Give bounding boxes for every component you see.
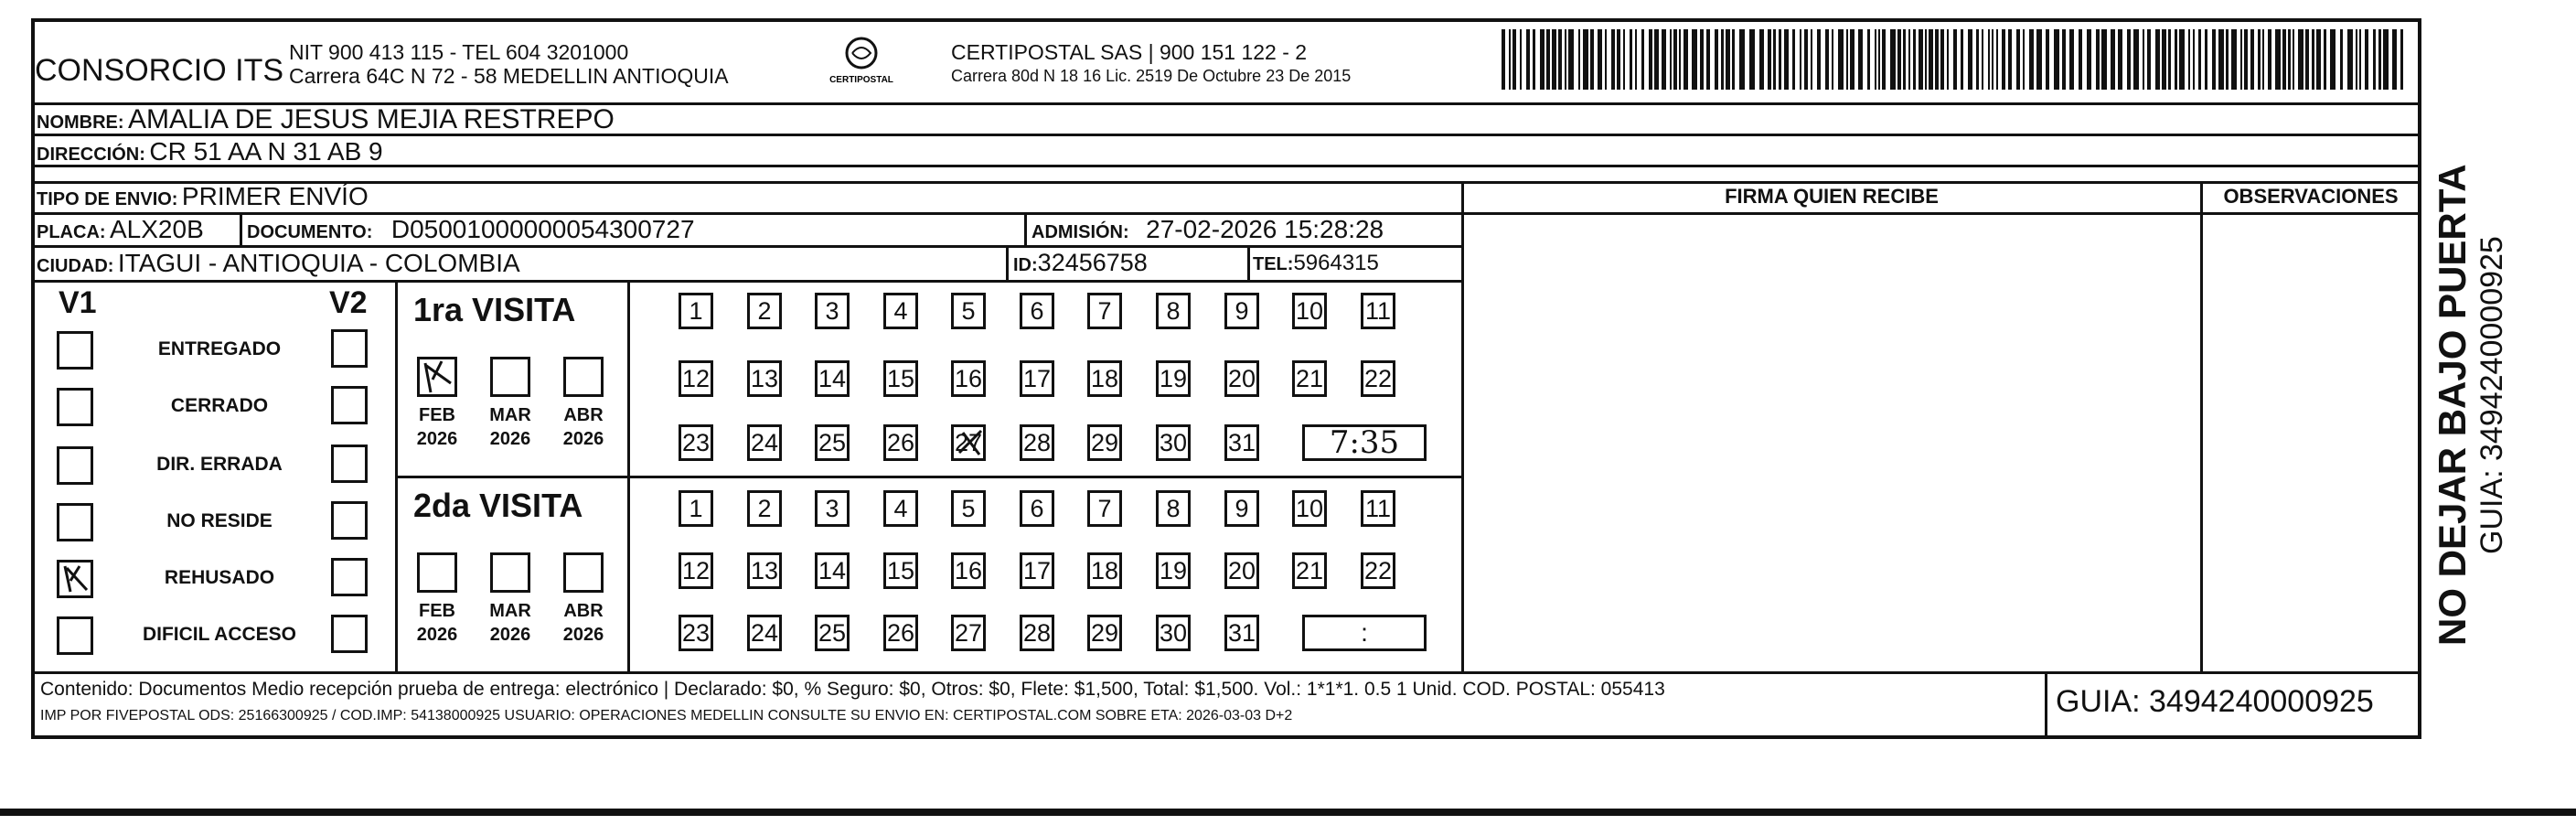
- id-row: [1013, 249, 1148, 277]
- v2-checkbox[interactable]: [331, 501, 368, 540]
- day-number: 26: [886, 619, 915, 647]
- day-number: 7: [1097, 297, 1112, 325]
- first-visit-day-box[interactable]: [951, 424, 986, 461]
- day-number: 21: [1295, 557, 1324, 584]
- carrier-line1: CERTIPOSTAL SAS | 900 151 122 - 2: [951, 40, 1308, 64]
- day-number: 27: [954, 619, 983, 647]
- first-visit-month-checkbox[interactable]: [417, 357, 457, 397]
- day-number: 17: [1022, 365, 1052, 392]
- status-label: DIFICIL ACCESO: [142, 624, 296, 645]
- divider: [240, 212, 242, 245]
- day-number: 14: [818, 365, 847, 392]
- day-number: 2: [757, 495, 772, 522]
- day-number: 7: [1097, 495, 1112, 522]
- day-number: 18: [1090, 557, 1119, 584]
- second-visit-month-checkbox[interactable]: [417, 552, 457, 593]
- v1-checkbox[interactable]: [57, 446, 93, 485]
- year-label: 2026: [416, 429, 458, 449]
- first-visit-day-box[interactable]: [747, 293, 782, 329]
- day-number: 16: [954, 365, 983, 392]
- divider: [2200, 181, 2203, 671]
- company-name: CONSORCIO ITS: [35, 53, 284, 88]
- side-notice: [2431, 134, 2474, 646]
- month-label: MAR: [489, 405, 531, 425]
- first-visit-day-box[interactable]: [1020, 293, 1054, 329]
- day-number: 28: [1022, 429, 1052, 456]
- day-number: 13: [750, 365, 779, 392]
- carrier-line2: Carrera 80d N 18 16 Lic. 2519 De Octubre 23 De 2015: [951, 67, 1352, 85]
- day-number: 24: [750, 429, 779, 456]
- divider: [31, 671, 2421, 674]
- second-visit-day-box[interactable]: [951, 552, 986, 589]
- side-guia-wrap: [2474, 134, 2510, 554]
- second-visit-day-box[interactable]: [1361, 490, 1395, 527]
- day-number: 19: [1159, 557, 1188, 584]
- day-number: 9: [1235, 297, 1249, 325]
- first-visit-day-box[interactable]: [1292, 360, 1327, 397]
- year-label: 2026: [489, 625, 531, 645]
- nombre-value: AMALIA DE JESUS MEJIA RESTREPO: [128, 104, 615, 134]
- second-visit-day-box[interactable]: [1224, 490, 1259, 527]
- second-visit-title: 2da VISITA: [413, 487, 583, 524]
- first-visit-day-box[interactable]: [1224, 293, 1259, 329]
- day-number: 22: [1363, 365, 1393, 392]
- day-number: 20: [1227, 557, 1256, 584]
- second-visit-day-box[interactable]: [815, 615, 850, 651]
- day-number: 5: [961, 297, 976, 325]
- month-label: ABR: [563, 405, 604, 425]
- day-number: 14: [818, 557, 847, 584]
- day-number: 16: [954, 557, 983, 584]
- first-visit-day-box[interactable]: [951, 360, 986, 397]
- day-number: 11: [1364, 297, 1392, 325]
- first-visit-day-box[interactable]: [883, 424, 918, 461]
- first-visit-day-box[interactable]: [1224, 360, 1259, 397]
- first-visit-day-box[interactable]: [1361, 293, 1395, 329]
- placa-row: [37, 215, 204, 244]
- first-visit-day-box[interactable]: [1087, 424, 1122, 461]
- day-number: 25: [818, 429, 847, 456]
- v1-checkbox[interactable]: [57, 388, 93, 426]
- day-number: 15: [886, 365, 915, 392]
- first-visit-day-box[interactable]: [815, 424, 850, 461]
- v2-checkbox[interactable]: [331, 558, 368, 596]
- day-number: 3: [825, 495, 839, 522]
- day-number: 31: [1227, 429, 1256, 456]
- second-visit-day-box[interactable]: [679, 615, 713, 651]
- status-label: DIR. ERRADA: [156, 454, 283, 475]
- second-visit-day-box[interactable]: [1224, 615, 1259, 651]
- second-visit-day-box[interactable]: [1224, 552, 1259, 589]
- admision-value: 27-02-2026 15:28:28: [1146, 215, 1384, 243]
- day-number: 18: [1090, 365, 1119, 392]
- observaciones-heading: OBSERVACIONES: [2223, 185, 2399, 208]
- v1-checkbox[interactable]: [57, 560, 93, 598]
- day-number: 26: [886, 429, 915, 456]
- divider: [2045, 671, 2047, 735]
- second-visit-day-box[interactable]: [1087, 552, 1122, 589]
- v1-header: V1: [59, 285, 97, 320]
- day-number: 30: [1159, 619, 1188, 647]
- svg-text:CERTIPOSTAL: CERTIPOSTAL: [829, 75, 893, 85]
- divider: [31, 181, 2420, 184]
- second-visit-day-box[interactable]: [747, 552, 782, 589]
- day-number: 22: [1363, 557, 1393, 584]
- direccion-row: [37, 137, 383, 166]
- first-visit-day-box[interactable]: [1020, 424, 1054, 461]
- first-visit-day-box[interactable]: [1087, 360, 1122, 397]
- admision-label: ADMISIÓN:: [1031, 222, 1129, 242]
- first-visit-day-box[interactable]: [883, 360, 918, 397]
- id-value: 32456758: [1037, 249, 1148, 276]
- first-visit-day-box[interactable]: [815, 293, 850, 329]
- day-number: 12: [681, 557, 711, 584]
- admision-row: [1031, 215, 1384, 244]
- first-visit-month-checkbox[interactable]: [490, 357, 530, 397]
- day-number: 29: [1090, 429, 1119, 456]
- day-number: 25: [818, 619, 847, 647]
- day-number: 27: [954, 429, 983, 456]
- placa-value: ALX20B: [110, 215, 204, 243]
- ciudad-row: [37, 249, 520, 278]
- no-dejar-bajo-puerta: NO DEJAR BAJO PUERTA: [2431, 164, 2474, 646]
- second-visit-day-box[interactable]: [679, 552, 713, 589]
- first-visit-day-box[interactable]: [679, 360, 713, 397]
- first-visit-day-box[interactable]: [747, 360, 782, 397]
- day-number: 13: [750, 557, 779, 584]
- first-visit-title: 1ra VISITA: [413, 291, 576, 328]
- year-label: 2026: [416, 625, 458, 645]
- second-visit-day-box[interactable]: [951, 615, 986, 651]
- visit-time: :: [1361, 618, 1368, 647]
- second-visit-day-box[interactable]: [747, 490, 782, 527]
- day-number: 31: [1227, 619, 1256, 647]
- page-bottom-border: [0, 809, 2576, 816]
- status-label: ENTREGADO: [157, 338, 282, 359]
- day-number: 3: [825, 297, 839, 325]
- divider: [31, 165, 2421, 167]
- ciudad-value: ITAGUI - ANTIOQUIA - COLOMBIA: [117, 249, 520, 277]
- day-number: 29: [1090, 619, 1119, 647]
- footer-guia: GUIA: 3494240000925: [2056, 684, 2374, 719]
- second-visit-day-box[interactable]: [1361, 552, 1395, 589]
- day-number: 9: [1235, 495, 1249, 522]
- first-visit-day-box[interactable]: [679, 293, 713, 329]
- day-number: 4: [893, 297, 908, 325]
- side-guia: GUIA: 3494240000925: [2474, 236, 2509, 554]
- v2-checkbox[interactable]: [331, 386, 368, 424]
- divider: [1247, 245, 1250, 280]
- v2-checkbox[interactable]: [331, 615, 368, 653]
- certipostal-logo: [823, 35, 900, 91]
- footer-imp: IMP POR FIVEPOSTAL ODS: 25166300925 / COD.IMP: 54138000925 USUARIO: OPERACIONES MEDELLIN CONSULTE SU ENVIO EN: CERTIPOSTAL.COM SOBRE ETA: 2026-03-03 D+2: [40, 708, 1293, 723]
- second-visit-day-box[interactable]: [1156, 615, 1191, 651]
- day-number: 23: [681, 429, 711, 456]
- footer-content: Contenido: Documentos Medio recepción prueba de entrega: electrónico | Declarado: $0, % Seguro: $0, Otros: $0, Flete: $1,500, Total: $1,500. Vol.: 1*1*1. 0.5 1 Unid. COD. POSTAL: 055413: [40, 679, 1665, 700]
- first-visit-day-box[interactable]: [815, 360, 850, 397]
- tipo-label: TIPO DE ENVIO:: [37, 189, 178, 209]
- documento-row: [247, 215, 695, 244]
- day-number: 8: [1166, 297, 1181, 325]
- second-visit-day-box[interactable]: [815, 552, 850, 589]
- documento-value: D05001000000054300727: [390, 215, 695, 243]
- month-label: ABR: [563, 601, 604, 621]
- second-visit-day-box[interactable]: [1087, 615, 1122, 651]
- barcode: [1500, 27, 2414, 93]
- second-visit-day-box[interactable]: [1087, 490, 1122, 527]
- day-number: 19: [1159, 365, 1188, 392]
- second-visit-day-box[interactable]: [1020, 615, 1054, 651]
- day-number: 21: [1295, 365, 1324, 392]
- v1-checkbox[interactable]: [57, 616, 93, 655]
- id-label: ID:: [1013, 255, 1038, 275]
- first-visit-day-box[interactable]: [1156, 360, 1191, 397]
- day-number: 30: [1159, 429, 1188, 456]
- second-visit-day-box[interactable]: [815, 490, 850, 527]
- divider: [1006, 245, 1009, 280]
- first-visit-day-box[interactable]: [951, 293, 986, 329]
- second-visit-day-box[interactable]: [747, 615, 782, 651]
- tel-row: [1253, 251, 1379, 276]
- tipo-value: PRIMER ENVÍO: [181, 182, 369, 210]
- second-visit-time-box[interactable]: [1302, 615, 1427, 651]
- second-visit-day-box[interactable]: [883, 615, 918, 651]
- direccion-value: CR 51 AA N 31 AB 9: [149, 137, 383, 166]
- divider: [31, 280, 1461, 283]
- first-visit-day-box[interactable]: [1087, 293, 1122, 329]
- second-visit-day-box[interactable]: [1156, 490, 1191, 527]
- second-visit-day-box[interactable]: [679, 490, 713, 527]
- status-label: NO RESIDE: [166, 510, 273, 531]
- company-line2: Carrera 64C N 72 - 58 MEDELLIN ANTIOQUIA: [289, 64, 729, 88]
- first-visit-day-box[interactable]: [1224, 424, 1259, 461]
- documento-label: DOCUMENTO:: [247, 222, 373, 242]
- day-number: 1: [689, 297, 703, 325]
- divider: [1024, 212, 1027, 245]
- second-visit-day-box[interactable]: [1020, 490, 1054, 527]
- second-visit-day-box[interactable]: [1292, 552, 1327, 589]
- v1-checkbox[interactable]: [57, 503, 93, 541]
- first-visit-time-box[interactable]: [1302, 424, 1427, 461]
- day-number: 28: [1022, 619, 1052, 647]
- status-label: CERRADO: [170, 395, 269, 416]
- placa-label: PLACA:: [37, 222, 106, 242]
- first-visit-month-checkbox[interactable]: [563, 357, 604, 397]
- second-visit-day-box[interactable]: [883, 552, 918, 589]
- day-number: 4: [893, 495, 908, 522]
- day-number: 6: [1030, 297, 1044, 325]
- day-number: 5: [961, 495, 976, 522]
- second-visit-day-box[interactable]: [883, 490, 918, 527]
- first-visit-day-box[interactable]: [1361, 360, 1395, 397]
- tel-value: 5964315: [1293, 251, 1379, 275]
- second-visit-month-checkbox[interactable]: [490, 552, 530, 593]
- first-visit-day-box[interactable]: [679, 424, 713, 461]
- year-label: 2026: [489, 429, 531, 449]
- day-number: 1: [689, 495, 703, 522]
- day-number: 6: [1030, 495, 1044, 522]
- tipo-row: [37, 182, 369, 211]
- direccion-label: DIRECCIÓN:: [37, 145, 145, 165]
- day-number: 23: [681, 619, 711, 647]
- second-visit-day-box[interactable]: [1020, 552, 1054, 589]
- first-visit-day-box[interactable]: [1292, 293, 1327, 329]
- first-visit-day-box[interactable]: [1020, 360, 1054, 397]
- ciudad-label: CIUDAD:: [37, 256, 114, 276]
- day-number: 10: [1295, 297, 1324, 325]
- day-number: 15: [886, 557, 915, 584]
- v2-checkbox[interactable]: [331, 329, 368, 368]
- first-visit-day-box[interactable]: [1156, 293, 1191, 329]
- nombre-label: NOMBRE:: [37, 112, 124, 133]
- year-label: 2026: [562, 625, 604, 645]
- v1-checkbox[interactable]: [57, 331, 93, 370]
- v2-checkbox[interactable]: [331, 445, 368, 483]
- company-line1: NIT 900 413 115 - TEL 604 3201000: [289, 40, 629, 64]
- divider: [1461, 181, 1464, 671]
- day-number: 17: [1022, 557, 1052, 584]
- month-label: FEB: [419, 405, 455, 425]
- day-number: 11: [1364, 495, 1392, 522]
- nombre-row: [37, 104, 615, 135]
- first-visit-day-box[interactable]: [883, 293, 918, 329]
- second-visit-day-box[interactable]: [1156, 552, 1191, 589]
- month-label: FEB: [419, 601, 455, 621]
- first-visit-day-box[interactable]: [747, 424, 782, 461]
- tel-label: TEL:: [1253, 254, 1294, 274]
- firma-heading: FIRMA QUIEN RECIBE: [1725, 185, 1939, 208]
- second-visit-month-checkbox[interactable]: [563, 552, 604, 593]
- visit-time: 7:35: [1329, 424, 1400, 461]
- day-number: 10: [1295, 495, 1324, 522]
- year-label: 2026: [562, 429, 604, 449]
- day-number: 20: [1227, 365, 1256, 392]
- second-visit-day-box[interactable]: [1292, 490, 1327, 527]
- day-number: 24: [750, 619, 779, 647]
- status-label: REHUSADO: [164, 567, 275, 588]
- first-visit-day-box[interactable]: [1156, 424, 1191, 461]
- month-label: MAR: [489, 601, 531, 621]
- v2-header: V2: [329, 285, 368, 320]
- divider: [395, 476, 1461, 478]
- second-visit-day-box[interactable]: [951, 490, 986, 527]
- day-number: 2: [757, 297, 772, 325]
- day-number: 12: [681, 365, 711, 392]
- day-number: 8: [1166, 495, 1181, 522]
